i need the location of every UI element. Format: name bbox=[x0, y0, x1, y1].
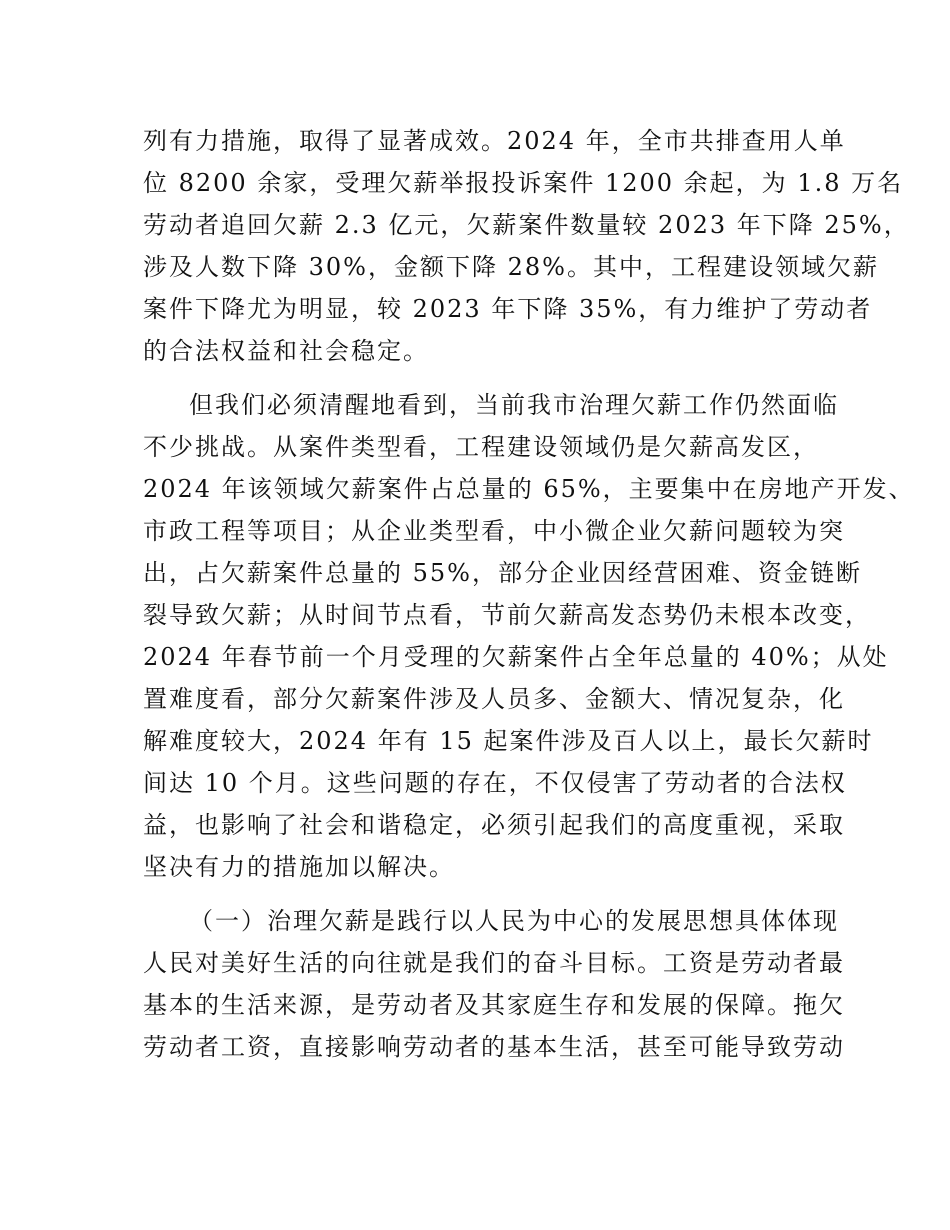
section-heading-line: （一）治理欠薪是践行以人民为中心的发展思想具体体现 bbox=[189, 907, 839, 935]
paragraph-1 bbox=[143, 120, 910, 372]
paragraph-line: 位 8200 余家，受理欠薪举报投诉案件 1200 余起，为 1.8 万名 bbox=[143, 169, 904, 197]
paragraph-line: 基本的生活来源，是劳动者及其家庭生存和发展的保障。拖欠 bbox=[143, 991, 845, 1019]
paragraph-line: 不少挑战。从案件类型看，工程建设领域仍是欠薪高发区， bbox=[143, 433, 819, 461]
paragraph-line: 2024 年该领域欠薪案件占总量的 65%，主要集中在房地产开发、 bbox=[143, 475, 915, 503]
paragraph-line: 裂导致欠薪；从时间节点看，节前欠薪高发态势仍未根本改变， bbox=[143, 601, 871, 629]
paragraph-line: 解难度较大，2024 年有 15 起案件涉及百人以上，最长欠薪时 bbox=[143, 727, 874, 755]
paragraph-line: 的合法权益和社会稳定。 bbox=[143, 337, 429, 365]
paragraph-line: 置难度看，部分欠薪案件涉及人员多、金额大、情况复杂，化 bbox=[143, 685, 845, 713]
paragraph-line: 益，也影响了社会和谐稳定，必须引起我们的高度重视，采取 bbox=[143, 811, 845, 839]
paragraph-3 bbox=[143, 900, 845, 1068]
paragraph-line: 劳动者工资，直接影响劳动者的基本生活，甚至可能导致劳动 bbox=[143, 1033, 845, 1061]
paragraph-line: 列有力措施，取得了显著成效。2024 年，全市共排查用人单 bbox=[143, 127, 846, 155]
paragraph-line: 人民对美好生活的向往就是我们的奋斗目标。工资是劳动者最 bbox=[143, 949, 845, 977]
paragraph-line: 涉及人数下降 30%，金额下降 28%。其中，工程建设领域欠薪 bbox=[143, 253, 879, 281]
paragraph-line: 但我们必须清醒地看到，当前我市治理欠薪工作仍然面临 bbox=[189, 391, 839, 419]
document-body bbox=[143, 120, 915, 1068]
paragraph-line: 间达 10 个月。这些问题的存在，不仅侵害了劳动者的合法权 bbox=[143, 769, 847, 797]
paragraph-line: 2024 年春节前一个月受理的欠薪案件占全年总量的 40%；从处 bbox=[143, 643, 889, 671]
paragraph-line: 劳动者追回欠薪 2.3 亿元，欠薪案件数量较 2023 年下降 25%， bbox=[143, 211, 910, 239]
paragraph-line: 市政工程等项目；从企业类型看，中小微企业欠薪问题较为突 bbox=[143, 517, 845, 545]
paragraph-line: 案件下降尤为明显，较 2023 年下降 35%，有力维护了劳动者 bbox=[143, 295, 873, 323]
paragraph-line: 坚决有力的措施加以解决。 bbox=[143, 853, 455, 881]
paragraph-2 bbox=[143, 384, 915, 888]
paragraph-line: 出，占欠薪案件总量的 55%，部分企业因经营困难、资金链断 bbox=[143, 559, 862, 587]
